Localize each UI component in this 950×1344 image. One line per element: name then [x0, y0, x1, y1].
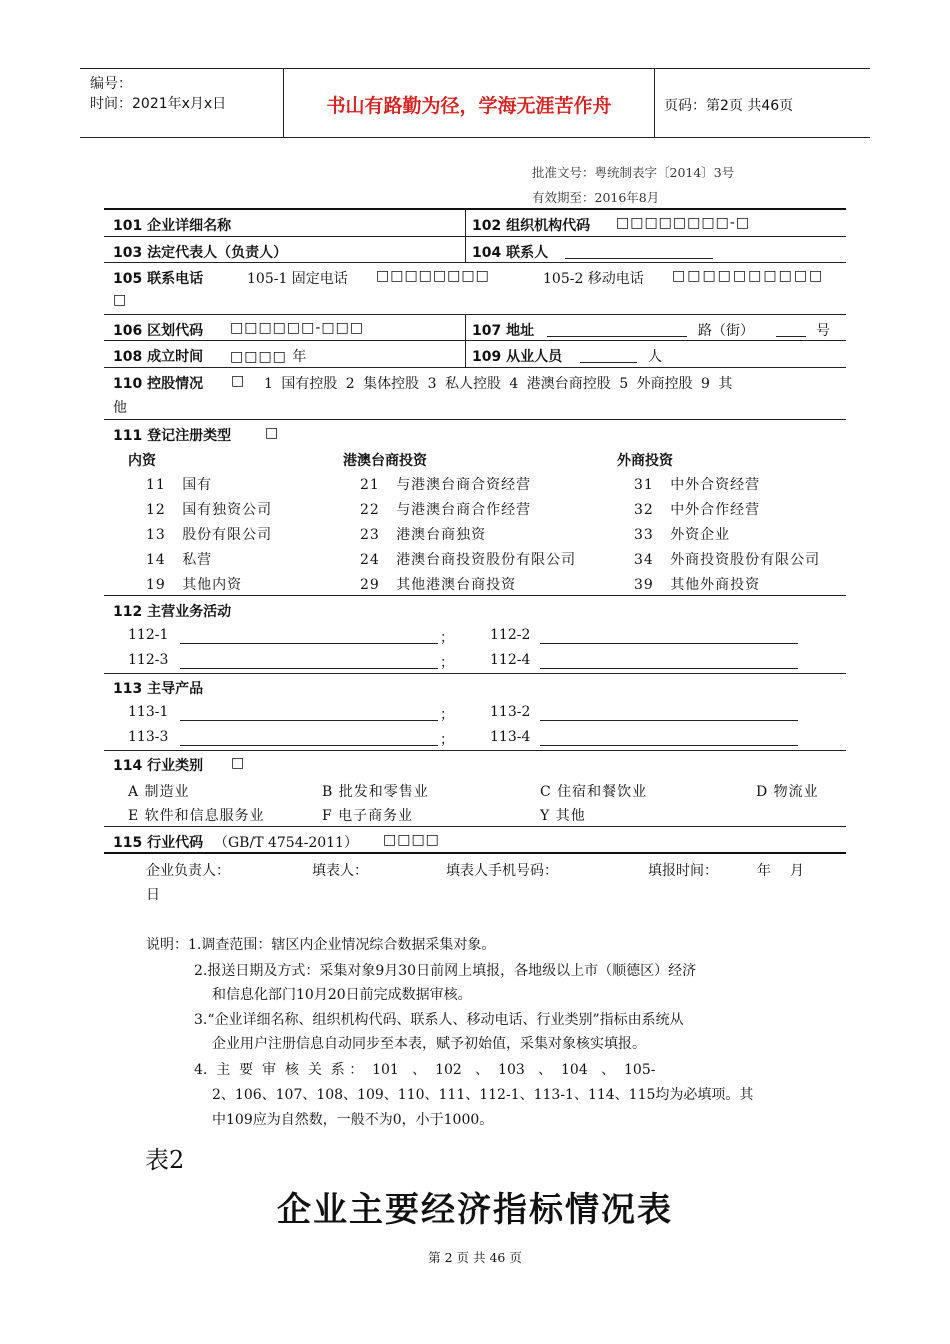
cat-domestic: 内资 [128, 453, 156, 469]
industry-b: B 批发和零售业 [322, 784, 429, 800]
list-item: 39 其他外商投资 [634, 577, 761, 593]
list-item: 21 与港澳台商合资经营 [360, 477, 532, 493]
f107-no-label: 号 [816, 323, 830, 339]
cat-hkmt: 港澳台商投资 [343, 453, 427, 469]
row-rule [104, 595, 846, 596]
semicolon: ； [440, 630, 454, 646]
f104-input-line[interactable] [565, 244, 713, 259]
list-item: 33 外资企业 [634, 527, 731, 543]
f112-1-input-line[interactable] [180, 629, 438, 644]
page-header [80, 68, 870, 138]
semicolon: ； [440, 732, 454, 748]
f107-no-input-line[interactable] [776, 322, 806, 337]
list-item: 32 中外合作经营 [634, 502, 761, 518]
sign-year: 年 [757, 863, 771, 879]
row-rule [104, 340, 846, 341]
f105-1-label: 105-1 固定电话 [247, 271, 348, 287]
semicolon: ； [440, 707, 454, 723]
f112-2-input-line[interactable] [540, 629, 798, 644]
f112-4-label: 112-4 [490, 652, 531, 668]
sign-filler: 填表人： [312, 863, 368, 879]
f103-label: 103 法定代表人（负责人） [113, 245, 288, 261]
list-item: 11 国有 [146, 477, 213, 493]
row-rule [104, 750, 846, 751]
f112-2-label: 112-2 [490, 627, 531, 643]
f102-label: 102 组织机构代码 [472, 218, 591, 234]
f112-1-label: 112-1 [128, 627, 169, 643]
note-4a: 4. 主 要 审 核 关 系 ： 101 、 102 、 103 、 104 、 105- [194, 1062, 656, 1078]
approval-valid: 有效期至：2016年8月 [532, 190, 660, 205]
list-item: 12 国有独资公司 [146, 502, 273, 518]
f112-3-label: 112-3 [128, 652, 169, 668]
f105-2-label: 105-2 移动电话 [543, 271, 644, 287]
f105-2-boxes[interactable]: □□□□□□□□□□ [672, 268, 825, 284]
page-label: 页码：第2页 共46页 [664, 98, 794, 114]
table2-label: 表2 [145, 1146, 185, 1174]
f110-options: 1 国有控股 2 集体控股 3 私人控股 4 港澳台商控股 5 外商控股 9 其 [264, 376, 733, 392]
note-4b: 2、106、107、108、109、110、111、112-1、113-1、114、115均为必填项。其 [212, 1087, 754, 1103]
list-item: 23 港澳台商独资 [360, 527, 487, 543]
list-item: 29 其他港澳台商投资 [360, 577, 517, 593]
industry-f: F 电子商务业 [322, 808, 414, 824]
f115-label: 115 行业代码 [113, 835, 204, 851]
list-item: 19 其他内资 [146, 577, 243, 593]
f113-4-input-line[interactable] [540, 731, 798, 746]
sign-phone: 填表人手机号码： [446, 863, 558, 879]
f113-3-input-line[interactable] [180, 731, 438, 746]
row-rule [104, 262, 846, 263]
f101-label: 101 企业详细名称 [113, 218, 232, 234]
row-rule [104, 419, 846, 420]
note-2b: 和信息化部门10月20日前完成数据审核。 [212, 987, 472, 1003]
list-item: 14 私营 [146, 552, 213, 568]
f115-standard: （GB/T 4754-2011） [214, 835, 358, 851]
f113-3-label: 113-3 [128, 729, 169, 745]
header-motto-cell [283, 69, 655, 137]
f105-label: 105 联系电话 [113, 271, 204, 287]
col-divider [465, 314, 466, 367]
cat-foreign: 外商投资 [617, 453, 673, 469]
f105-2-boxes-wrap[interactable]: □ [113, 292, 128, 308]
list-item: 13 股份有限公司 [146, 527, 273, 543]
row-rule [104, 236, 846, 237]
f102-boxes[interactable]: □□□□□□□□-□ [616, 215, 751, 231]
f108-label: 108 成立时间 [113, 349, 204, 365]
row-rule [104, 826, 846, 827]
f109-input-line[interactable] [580, 348, 637, 363]
f114-label: 114 行业类别 [113, 758, 204, 774]
f112-4-input-line[interactable] [540, 654, 798, 669]
f105-1-boxes[interactable]: □□□□□□□□ [376, 268, 490, 284]
f106-label: 106 区划代码 [113, 323, 204, 339]
f113-4-label: 113-4 [490, 729, 531, 745]
note-4c: 中109应为自然数，一般不为0，小于1000。 [212, 1112, 494, 1128]
note-2a: 2.报送日期及方式：采集对象9月30日前网上填报，各地级以上市（顺德区）经济 [194, 963, 697, 979]
sign-month: 月 [790, 863, 804, 879]
industry-y: Y 其他 [540, 808, 586, 824]
code-label: 编号： [90, 76, 132, 92]
f114-box[interactable]: □ [231, 755, 246, 771]
header-meta-cell [80, 69, 283, 137]
header-page-cell [654, 69, 870, 137]
form-bottom-rule [104, 852, 846, 854]
f113-2-input-line[interactable] [540, 706, 798, 721]
list-item: 34 外商投资股份有限公司 [634, 552, 821, 568]
f107-label: 107 地址 [472, 323, 535, 339]
f110-label: 110 控股情况 [113, 376, 204, 392]
industry-e: E 软件和信息服务业 [128, 808, 265, 824]
f113-2-label: 113-2 [490, 704, 531, 720]
row-rule [104, 314, 846, 315]
sign-time: 填报时间： [648, 863, 718, 879]
f104-label: 104 联系人 [472, 245, 549, 261]
col-divider [465, 208, 466, 262]
f113-1-input-line[interactable] [180, 706, 438, 721]
list-item: 22 与港澳台商合作经营 [360, 502, 532, 518]
industry-a: A 制造业 [128, 784, 190, 800]
approval-doc-no: 批准文号：粤统制表字〔2014〕3号 [532, 165, 735, 180]
sign-owner: 企业负责人： [146, 863, 230, 879]
f113-label: 113 主导产品 [113, 681, 204, 697]
sign-day: 日 [146, 887, 160, 903]
f115-boxes[interactable]: □□□□ [383, 832, 440, 848]
industry-d: D 物流业 [756, 784, 819, 800]
f110-options-wrap: 他 [113, 400, 127, 416]
f111-box[interactable]: □ [265, 425, 280, 441]
f106-boxes[interactable]: □□□□□□-□□□ [230, 320, 365, 336]
table2-title: 企业主要经济指标情况表 [277, 1190, 673, 1230]
form-top-rule [104, 208, 846, 210]
note-1: 说明：1.调查范围：辖区内企业情况综合数据采集对象。 [146, 937, 496, 953]
f111-label: 111 登记注册类型 [113, 428, 232, 444]
f107-road-label: 路（街） [698, 323, 754, 339]
page-footer: 第 2 页 共 46 页 [428, 1250, 522, 1265]
note-3b: 企业用户注册信息自动同步至本表，赋予初始值，采集对象核实填报。 [212, 1036, 646, 1052]
f113-1-label: 113-1 [128, 704, 169, 720]
f112-3-input-line[interactable] [180, 654, 438, 669]
industry-c: C 住宿和餐饮业 [540, 784, 648, 800]
row-rule [104, 673, 846, 674]
row-rule [104, 367, 846, 368]
date-label: 时间：2021年x月x日 [90, 96, 227, 112]
f112-label: 112 主营业务活动 [113, 604, 232, 620]
motto: 书山有路勤为径，学海无涯苦作舟 [326, 95, 612, 117]
f107-road-input-line[interactable] [547, 322, 687, 337]
list-item: 24 港澳台商投资股份有限公司 [360, 552, 577, 568]
f109-label: 109 从业人员 [472, 349, 563, 365]
f110-box[interactable]: □ [231, 373, 246, 389]
semicolon: ； [440, 655, 454, 671]
list-item: 31 中外合资经营 [634, 477, 761, 493]
f108-boxes[interactable]: □□□□ 年 [230, 349, 308, 365]
note-3a: 3.“企业详细名称、组织机构代码、联系人、移动电话、行业类别”指标由系统从 [194, 1012, 684, 1028]
f109-unit: 人 [648, 349, 662, 365]
